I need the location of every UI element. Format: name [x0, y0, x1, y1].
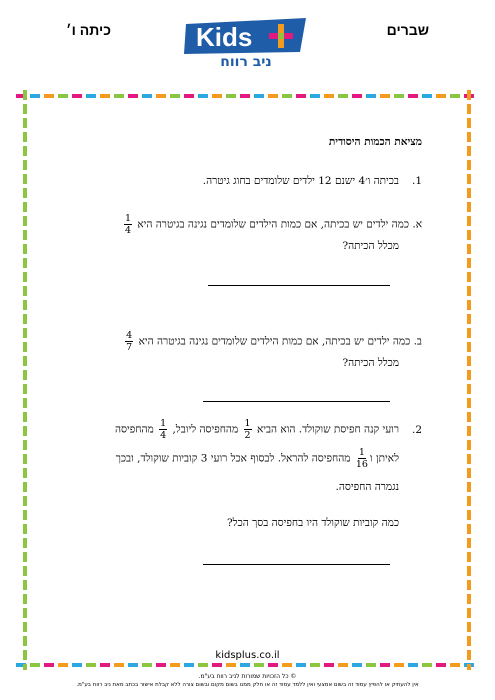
- footer-copyright: © כל הזכויות שמורות לניב רווח בע"מ.: [198, 673, 297, 680]
- q1b-denominator: 7: [126, 342, 133, 353]
- grade-label: כיתה ו׳: [66, 22, 111, 38]
- q2-line2-part-b: מהחפיסה להראל. לבסוף אכל רועי 3 קוביות שוקולד, ובכך: [115, 452, 351, 465]
- q1-text: בכיתה ו׳4 ישנם 12 ילדים שלומדים בחוג גיטרה.: [202, 175, 399, 187]
- section-title: מציאת הכמות היסודית: [328, 136, 422, 148]
- q1b-fraction: [125, 330, 133, 353]
- q2-line2-part-a: לאיתן ו: [369, 452, 399, 465]
- q2-fraction-3-den: 16: [355, 459, 368, 470]
- q1a-denominator: 4: [124, 225, 131, 236]
- logo-subtitle: ניב רווח: [220, 54, 272, 70]
- q1b-item: [123, 330, 422, 353]
- kids-logo: [182, 16, 310, 76]
- q1b-line2: מכלל הכיתה?: [342, 357, 399, 369]
- logo-plus-center: [278, 33, 284, 39]
- footer-legal: אין להעתיק או להפיץ עמוד זה בשום אמצעי ואין ללמד עמוד זה או חלק ממנו בשום מקום ובשום צורה ללא קבלת אישור בכתב מאת ניב רווח בע"מ.: [76, 682, 419, 688]
- q2-line2: [116, 447, 399, 470]
- q2-line1-part-a: רועי קנה חפיסת שוקולד. הוא הביא: [256, 423, 399, 436]
- q1a-fraction: [124, 213, 132, 236]
- q1a-line2: מכלל הכיתה?: [342, 240, 399, 252]
- subject-label: שברים: [386, 22, 429, 38]
- q1a-answer-line: [208, 285, 390, 286]
- q2-question: כמה קוביות שוקולד היו בחפיסה בסך הכל?: [227, 517, 399, 529]
- q2-fraction-3: [356, 447, 368, 470]
- q2-line1-part-c: מהחפיסה: [114, 423, 154, 436]
- q1a-letter: א.: [412, 218, 422, 231]
- q2-fraction-2-den: 4: [160, 430, 167, 441]
- q2-line1-part-b: מהחפיסה ליובל,: [172, 423, 239, 436]
- q1a-line1: כמה ילדים יש בכיתה, אם כמות הילדים שלומדים נגינה בגיטרה היא: [137, 218, 410, 231]
- q2-fraction-1-den: 2: [244, 430, 251, 441]
- q1b-answer-line: [203, 401, 390, 402]
- border-bottom: [16, 663, 477, 667]
- q2-fraction-2: [159, 418, 167, 441]
- q2-fraction-1-num: 1: [244, 418, 251, 429]
- q2-line3: נגמרה החפיסה.: [335, 481, 399, 493]
- q2-answer-line: [203, 564, 390, 565]
- border-right: [467, 90, 471, 670]
- q1-number: 1.: [411, 175, 422, 187]
- q2-fraction-2-num: 1: [160, 418, 167, 429]
- q1a-item: [122, 213, 422, 236]
- q2-fraction-3-num: 1: [358, 447, 365, 458]
- kids-logo-banner: [182, 16, 310, 56]
- q1b-line1: כמה ילדים יש בכיתה, אם כמות הילדים שלומדים נגינה בגיטרה היא: [138, 335, 411, 348]
- q2-number: 2.: [411, 424, 422, 436]
- q2-fraction-1: [244, 418, 252, 441]
- logo-text: Kids: [196, 22, 253, 52]
- q1b-numerator: 4: [126, 330, 133, 341]
- footer-site: kidsplus.co.il: [215, 650, 280, 661]
- q1b-letter: ב.: [413, 335, 422, 348]
- border-left: [23, 90, 27, 670]
- q2-line1: [115, 418, 399, 441]
- border-top: [16, 94, 477, 98]
- q1a-numerator: 1: [124, 213, 131, 224]
